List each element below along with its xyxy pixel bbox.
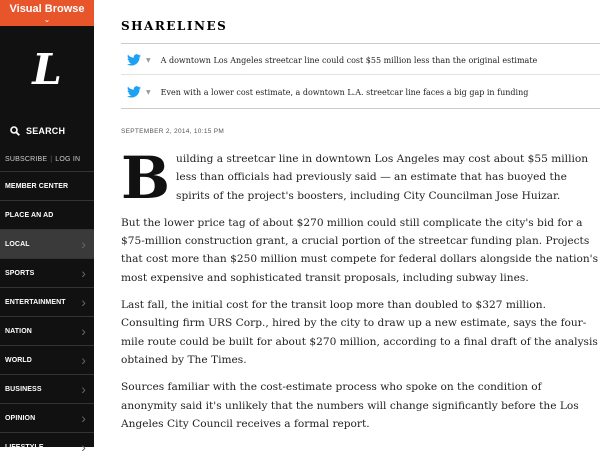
chevron-right-icon: › [81, 410, 86, 426]
nav-item-label: WORLD [5, 356, 32, 364]
divider: | [50, 156, 53, 163]
sharelines-heading: SHARELINES [121, 19, 228, 33]
chevron-right-icon: › [81, 323, 86, 339]
shareline-item[interactable] [127, 54, 597, 66]
divider [121, 108, 600, 109]
dateline: SEPTEMBER 2, 2014, 10:15 PM [121, 128, 225, 135]
shareline-item[interactable] [127, 86, 597, 98]
nav-item-label: BUSINESS [5, 385, 42, 393]
article-main [94, 0, 600, 447]
nav-item-member-center[interactable] [0, 171, 94, 200]
la-times-logo[interactable]: L [32, 45, 62, 94]
chevron-right-icon: › [81, 294, 86, 310]
chevron-right-icon: › [81, 439, 86, 455]
paragraph-text: uilding a streetcar line in downtown Los Angeles may cost about $55 million less than officials had previously said — an estimate that has buoyed the spirits of the project's boosters, including City Councilman Jose Huizar. [176, 153, 589, 202]
chevron-right-icon: › [81, 236, 86, 252]
login-link[interactable]: LOG IN [55, 156, 81, 163]
divider [121, 43, 600, 44]
account-links [5, 156, 80, 163]
article-body [121, 144, 599, 442]
twitter-icon [127, 54, 141, 66]
drop-cap: B [121, 144, 171, 212]
sidebar [0, 0, 94, 455]
section-nav [0, 171, 94, 461]
nav-item-nation[interactable] [0, 316, 94, 345]
visual-browse-button[interactable] [0, 0, 94, 26]
shareline-text: Even with a lower cost estimate, a downtown L.A. streetcar line faces a big gap in funding [160, 87, 529, 97]
nav-item-label: SPORTS [5, 269, 35, 277]
twitter-icon [127, 86, 141, 98]
search-icon [10, 126, 20, 136]
chevron-right-icon: › [81, 352, 86, 368]
chevron-down-icon: ⌄ [43, 15, 51, 24]
article-paragraph: Last fall, the initial cost for the transit loop more than doubled to $327 million. Consulting firm URS Corp., hired by the city to draw up a new estimate, says the four-mile route could be built for about $270 million, according to a final draft of the analysis obtained by The Times. [121, 299, 598, 366]
nav-item-label: LOCAL [5, 240, 30, 248]
subscribe-link[interactable]: SUBSCRIBE [5, 156, 48, 163]
search-button[interactable] [10, 126, 65, 136]
caret-down-icon: ▼ [146, 56, 151, 64]
shareline-text: A downtown Los Angeles streetcar line could cost $55 million less than the original estimate [160, 55, 538, 65]
nav-item-opinion[interactable] [0, 403, 94, 432]
nav-item-label: MEMBER CENTER [5, 182, 69, 190]
nav-item-label: LIFESTYLE [5, 443, 44, 451]
nav-item-entertainment[interactable] [0, 287, 94, 316]
visual-browse-label: Visual Browse [9, 3, 85, 15]
nav-item-label: PLACE AN AD [5, 211, 54, 219]
nav-item-label: ENTERTAINMENT [5, 298, 66, 306]
article-paragraph: But the lower price tag of about $270 million could still complicate the city's bid for a $75-million construction grant, a crucial portion of the streetcar funding plan. Projects that cost more than $250 million must compete for federal dollars alongside the nation's most expensive and sophisticated transit proposals, including subway lines. [121, 216, 599, 284]
nav-item-place-an-ad[interactable] [0, 200, 94, 229]
nav-item-local[interactable] [0, 229, 94, 258]
nav-item-world[interactable] [0, 345, 94, 374]
chevron-right-icon: › [81, 265, 86, 281]
nav-item-sports[interactable] [0, 258, 94, 287]
divider [121, 74, 600, 75]
article-paragraph [121, 144, 599, 212]
nav-item-business[interactable] [0, 374, 94, 403]
search-label: SEARCH [26, 126, 66, 136]
nav-item-label: OPINION [5, 414, 36, 422]
nav-item-label: NATION [5, 327, 32, 335]
chevron-right-icon: › [81, 381, 86, 397]
caret-down-icon: ▼ [146, 88, 151, 96]
article-paragraph: Sources familiar with the cost-estimate process who spoke on the condition of anonymity said it's unlikely that the numbers will change significantly before the Los Angeles City Council receives a formal report. [121, 381, 579, 430]
